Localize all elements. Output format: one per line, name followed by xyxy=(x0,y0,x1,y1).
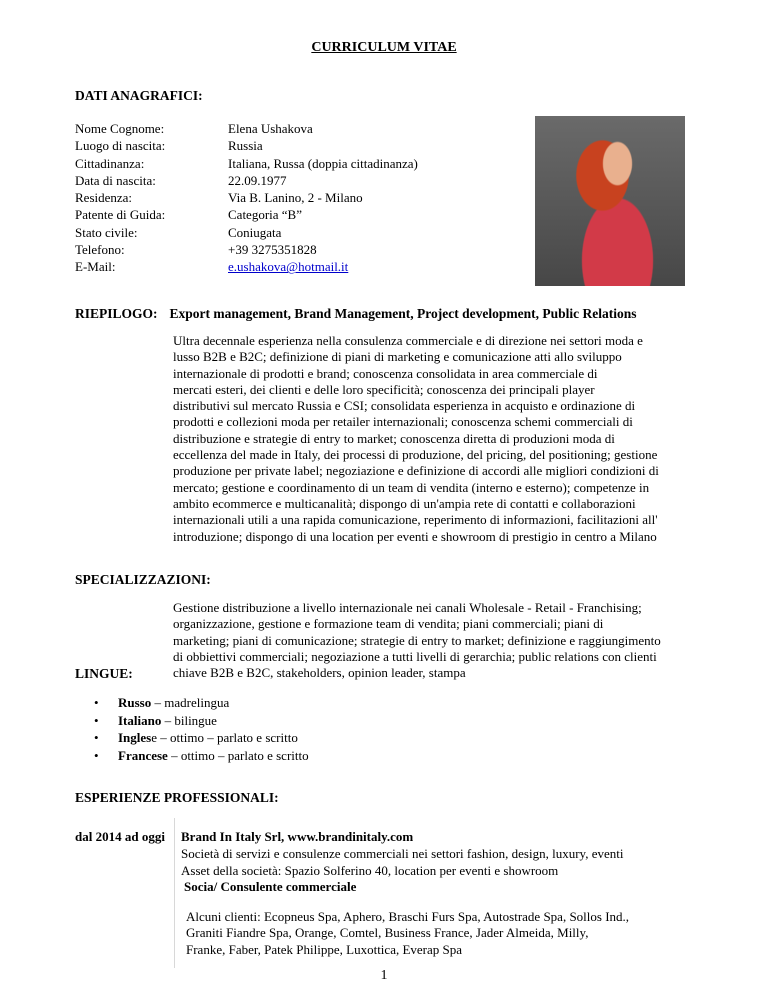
language-item: • Inglese – ottimo – parlato e scritto xyxy=(94,729,309,747)
label-nome: Nome Cognome: xyxy=(75,121,165,136)
document-title: CURRICULUM VITAE xyxy=(311,40,457,55)
label-residenza: Residenza: xyxy=(75,190,133,206)
value-cittadinanza: Italiana, Russa (doppia cittadinanza) xyxy=(228,155,418,171)
label-stato-civile: Stato civile: xyxy=(75,224,138,240)
riepilogo-line: introduzione; dispongo di una location per eventi e showroom di prestigio in centro a Milano xyxy=(173,528,657,544)
label-email: E-Mail: xyxy=(75,259,116,275)
anagrafici-values xyxy=(228,120,418,276)
anagrafici-labels xyxy=(75,120,165,276)
section-heading-anagrafici: DATI ANAGRAFICI: xyxy=(75,88,203,103)
experience-role: Socia/ Consulente commerciale xyxy=(184,879,357,894)
value-nome: Elena Ushakova xyxy=(228,121,313,136)
riepilogo-heading-row xyxy=(75,306,636,322)
section-heading-riepilogo: RIEPILOGO: xyxy=(75,306,158,321)
riepilogo-line: internazionali utili a una rapida comunicazione, reperimento di informazioni, facilitazioni all' xyxy=(173,512,658,528)
riepilogo-line: mercato; gestione e coordinamento di un team di vendita (interno e esterno); competenze in xyxy=(173,479,650,495)
section-heading-specializzazioni: SPECIALIZZAZIONI: xyxy=(75,572,211,587)
riepilogo-line: prodotti e collezioni moda per retailer internazionali; conoscenza schemi commerciali di xyxy=(173,414,633,430)
experience-asset: Asset della società: Spazio Solferino 40, location per eventi e showroom xyxy=(181,863,559,878)
language-item: • Russo – madrelingua xyxy=(94,694,309,712)
label-luogo: Luogo di nascita: xyxy=(75,138,166,154)
clients-line: Graniti Fiandre Spa, Orange, Comtel, Business France, Jader Almeida, Milly, xyxy=(186,925,589,941)
value-telefono: +39 3275351828 xyxy=(228,242,317,258)
language-item: • Italiano – bilingue xyxy=(94,712,309,730)
riepilogo-line: eccellenza del made in Italy, dei processi di produzione, del pricing, del positioning; gestione xyxy=(173,447,658,463)
label-telefono: Telefono: xyxy=(75,242,125,258)
value-stato-civile: Coniugata xyxy=(228,224,282,240)
riepilogo-subtitle: Export management, Brand Management, Project development, Public Relations xyxy=(169,306,637,321)
riepilogo-line: distribuzione e strategie di entry to market; conoscenza diretta di produzioni moda di xyxy=(173,430,615,446)
language-item: • Francese – ottimo – parlato e scritto xyxy=(94,747,309,765)
value-data-nascita: 22.09.1977 xyxy=(228,172,287,188)
riepilogo-line: internazionale di prodotti e brand; conoscenza consolidata in area commerciale di xyxy=(173,365,598,381)
specializzazioni-line: marketing; piani di comunicazione; strategie di entry to market; definizione e raggiungimento xyxy=(173,632,661,648)
riepilogo-line: lusso B2B e B2C; definizione di piani di marketing e comunicazione atti allo sviluppo xyxy=(173,349,622,365)
section-heading-esperienze: ESPERIENZE PROFESSIONALI: xyxy=(75,790,279,805)
specializzazioni-line: Gestione distribuzione a livello internazionale nei canali Wholesale - Retail - Franchising; xyxy=(173,600,642,615)
experience-description: Società di servizi e consulenze commerciali nei settori fashion, design, luxury, eventi xyxy=(181,846,624,861)
value-patente: Categoria “B” xyxy=(228,207,302,223)
value-residenza: Via B. Lanino, 2 - Milano xyxy=(228,190,363,206)
timeline-divider xyxy=(174,818,175,968)
riepilogo-line: produzione per private label; negoziazione e definizione di accordi alle migliori condizioni di xyxy=(173,463,659,479)
label-patente: Patente di Guida: xyxy=(75,207,166,223)
profile-photo xyxy=(535,116,685,286)
riepilogo-line: Ultra decennale esperienza nella consulenza commerciale e di direzione nei settori moda e xyxy=(173,333,643,348)
value-luogo: Russia xyxy=(228,138,263,154)
clients-line: Franke, Faber, Patek Philippe, Luxottica, Everap Spa xyxy=(186,941,463,957)
languages-list xyxy=(94,694,309,764)
specializzazioni-paragraph xyxy=(173,600,661,681)
specializzazioni-line: chiave B2B e B2C, stakeholders, opinion leader, stampa xyxy=(173,665,466,681)
label-cittadinanza: Cittadinanza: xyxy=(75,155,145,171)
riepilogo-paragraph xyxy=(173,333,659,545)
clients-line: Alcuni clienti: Ecopneus Spa, Aphero, Braschi Furs Spa, Autostrade Spa, Sollos Ind., xyxy=(186,909,630,924)
specializzazioni-line: organizzazione, gestione e formazione team di vendita; piani commerciali; piani di xyxy=(173,616,604,632)
riepilogo-line: distributivi sul mercato Russia e CSI; consolidata esperienza in acquisto e ordinazione di xyxy=(173,398,636,414)
experience-period: dal 2014 ad oggi xyxy=(75,829,165,844)
section-heading-lingue: LINGUE: xyxy=(75,666,133,681)
experience-company: Brand In Italy Srl, www.brandinitaly.com xyxy=(181,829,414,844)
label-data-nascita: Data di nascita: xyxy=(75,172,156,188)
email-link[interactable]: e.ushakova@hotmail.it xyxy=(228,259,349,275)
page-number: 1 xyxy=(380,968,388,983)
riepilogo-line: mercati esteri, dei clienti e delle loro specificità; conoscenza dei principali player xyxy=(173,381,595,397)
experience-clients xyxy=(186,909,629,958)
specializzazioni-line: di obbiettivi commerciali; negoziazione a tutti livelli di gerarchia; public relations con clienti xyxy=(173,648,657,664)
riepilogo-line: ambito ecommerce e multicanalità; dispongo di un'ampia rete di contatti e collaborazioni xyxy=(173,495,636,511)
